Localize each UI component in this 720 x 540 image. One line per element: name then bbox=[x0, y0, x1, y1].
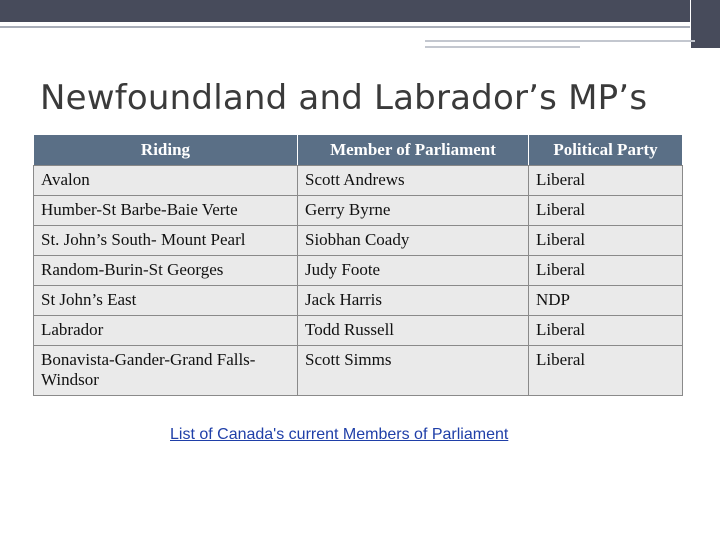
header-party: Political Party bbox=[529, 135, 683, 166]
riding-cell: Bonavista-Gander-Grand Falls-Windsor bbox=[34, 346, 298, 396]
party-cell: Liberal bbox=[529, 166, 683, 196]
member-cell: Jack Harris bbox=[298, 286, 529, 316]
table-row bbox=[34, 286, 683, 316]
table-row bbox=[34, 346, 683, 396]
riding-cell: Random-Burin-St Georges bbox=[34, 256, 298, 286]
mp-list-link[interactable]: List of Canada's current Members of Parliament bbox=[170, 426, 509, 443]
member-cell: Todd Russell bbox=[298, 316, 529, 346]
slide-title: Newfoundland and Labrador’s MP’s bbox=[40, 78, 648, 118]
header-member: Member of Parliament bbox=[298, 135, 529, 166]
accent-rule-long bbox=[425, 40, 695, 42]
table-row bbox=[34, 226, 683, 256]
riding-cell: St John’s East bbox=[34, 286, 298, 316]
riding-cell: St. John’s South- Mount Pearl bbox=[34, 226, 298, 256]
header-riding: Riding bbox=[34, 135, 298, 166]
member-cell: Scott Simms bbox=[298, 346, 529, 396]
party-cell: Liberal bbox=[529, 346, 683, 396]
riding-cell: Labrador bbox=[34, 316, 298, 346]
party-cell: Liberal bbox=[529, 316, 683, 346]
table-row bbox=[34, 316, 683, 346]
riding-cell: Humber-St Barbe-Baie Verte bbox=[34, 196, 298, 226]
accent-rule-short bbox=[425, 46, 580, 48]
member-cell: Scott Andrews bbox=[298, 166, 529, 196]
mp-table bbox=[33, 134, 683, 396]
party-cell: NDP bbox=[529, 286, 683, 316]
table-row bbox=[34, 256, 683, 286]
member-cell: Judy Foote bbox=[298, 256, 529, 286]
corner-square bbox=[691, 0, 720, 48]
party-cell: Liberal bbox=[529, 256, 683, 286]
top-band bbox=[0, 0, 690, 22]
table-row bbox=[34, 196, 683, 226]
table-header-row bbox=[34, 135, 683, 166]
top-rule bbox=[0, 26, 690, 28]
member-cell: Gerry Byrne bbox=[298, 196, 529, 226]
table-row bbox=[34, 166, 683, 196]
party-cell: Liberal bbox=[529, 196, 683, 226]
riding-cell: Avalon bbox=[34, 166, 298, 196]
member-cell: Siobhan Coady bbox=[298, 226, 529, 256]
party-cell: Liberal bbox=[529, 226, 683, 256]
